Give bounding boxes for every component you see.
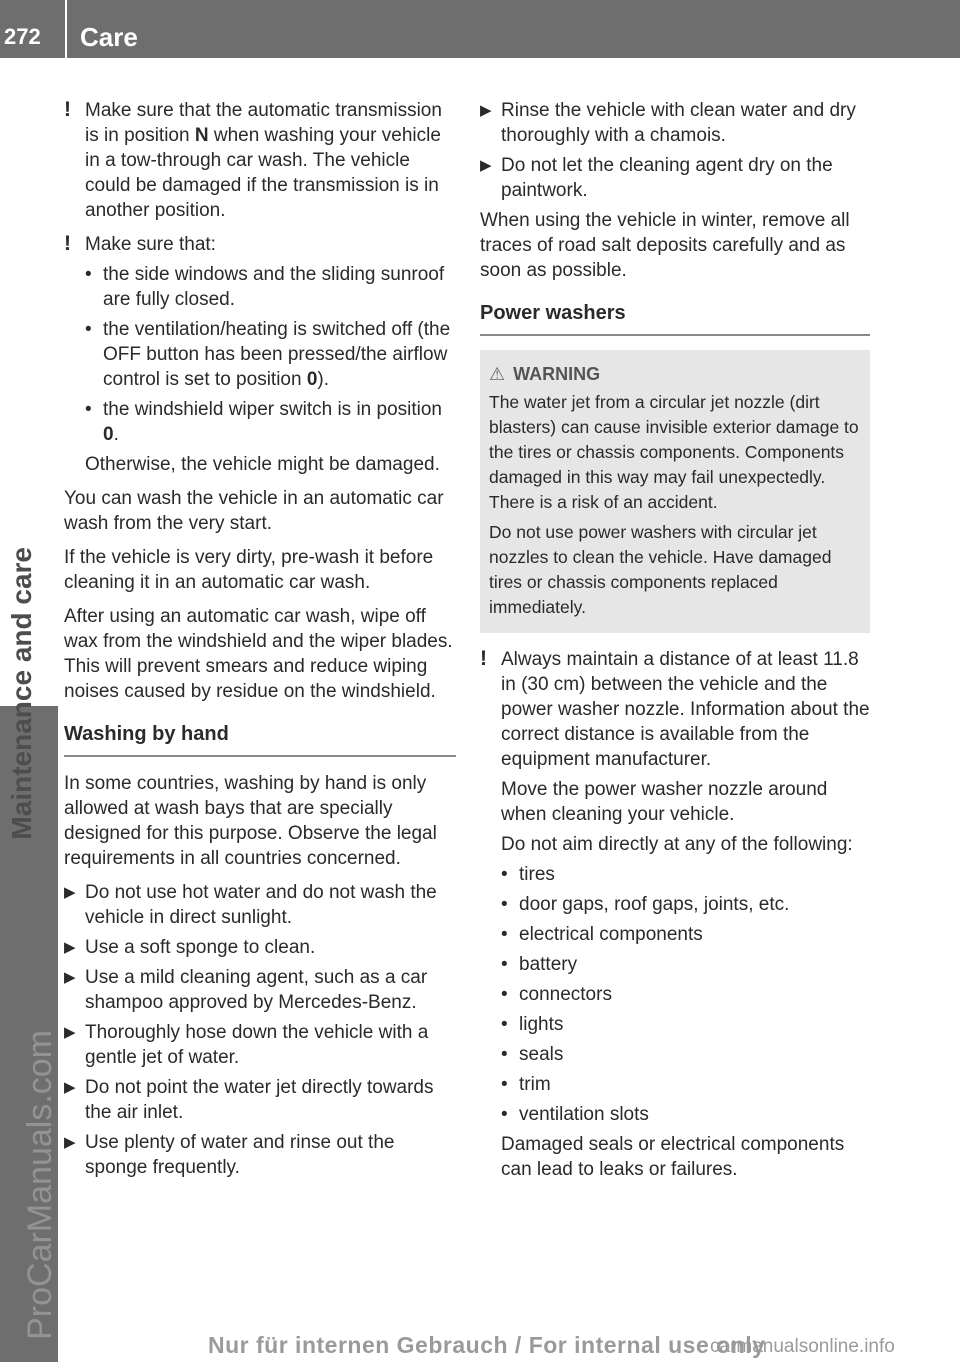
list-item: • connectors — [501, 984, 612, 1005]
list-item: • the windshield wiper switch is in position 0. — [85, 399, 442, 445]
warning-text: Do not use power washers with circular jet nozzles to clean the vehicle. Have damaged tires or chassis components replaced immediately. — [489, 522, 832, 617]
list-item: • electrical components — [501, 924, 703, 945]
instruction-step: ▶ Use a mild cleaning agent, such as a car shampoo approved by Mercedes-Benz. — [64, 967, 428, 1013]
section-heading-power-washers: Power washers — [480, 301, 870, 336]
instruction-step: ▶ Thoroughly hose down the vehicle with a gentle jet of water. — [64, 1022, 429, 1068]
warning-text: The water jet from a circular jet nozzle (dirt blasters) can cause invisible exterior damage to the tires or chassis components. Components damaged in this way may fail unexpectedly. There is a risk of an accident. — [489, 392, 859, 512]
caution-icon: ! — [64, 232, 71, 255]
note-bullet-list — [85, 262, 456, 447]
list-item: • trim — [501, 1074, 551, 1095]
instruction-step: ▶ Do not use hot water and do not wash the vehicle in direct sunlight. — [64, 882, 437, 928]
instruction-step: ▶ Do not let the cleaning agent dry on the paintwork. — [480, 155, 833, 201]
header-divider — [65, 0, 67, 58]
list-item: • battery — [501, 954, 578, 975]
step-arrow-icon: ▶ — [480, 157, 492, 174]
note-bullet-list — [501, 862, 870, 1127]
list-item: • the ventilation/heating is switched off (the OFF button has been pressed/the airflow control is set to position 0). — [85, 319, 451, 390]
instruction-step: ▶ Rinse the vehicle with clean water and dry thoroughly with a chamois. — [480, 100, 856, 146]
step-arrow-icon: ▶ — [64, 884, 76, 901]
paragraph: If the vehicle is very dirty, pre-wash it before cleaning it in an automatic car wash. — [64, 547, 434, 593]
footer-source-watermark: carmanualsonline.info — [710, 1336, 895, 1357]
step-arrow-icon: ▶ — [64, 1024, 76, 1041]
list-item: • lights — [501, 1014, 564, 1035]
list-item: • ventilation slots — [501, 1104, 649, 1125]
note-outro: Otherwise, the vehicle might be damaged. — [85, 454, 440, 475]
footer-internal-use: Nur für internen Gebrauch / For internal use only — [208, 1332, 766, 1358]
page-header — [0, 0, 960, 58]
step-arrow-icon: ▶ — [64, 1079, 76, 1096]
note-text: Always maintain a distance of at least 11.8 in (30 cm) between the vehicle and the power washer nozzle. Information about the correct distance is available from the equipment manufacturer. — [501, 649, 870, 770]
list-item: • seals — [501, 1044, 564, 1065]
note-text: Do not aim directly at any of the following: — [501, 834, 853, 855]
caution-note-transmission — [64, 98, 456, 223]
list-item: • tires — [501, 864, 555, 885]
step-arrow-icon: ▶ — [64, 1134, 76, 1151]
page-title: Care — [80, 22, 138, 52]
instruction-step: ▶ Use plenty of water and rinse out the sponge frequently. — [64, 1132, 395, 1178]
paragraph: You can wash the vehicle in an automatic car wash from the very start. — [64, 488, 444, 534]
step-arrow-icon: ▶ — [64, 969, 76, 986]
note-intro: Make sure that: — [85, 234, 216, 255]
list-item: • door gaps, roof gaps, joints, etc. — [501, 894, 790, 915]
watermark: ProCarManuals.com — [20, 1030, 59, 1340]
list-item: • the side windows and the sliding sunroof are fully closed. — [85, 264, 445, 310]
paragraph: When using the vehicle in winter, remove all traces of road salt deposits carefully and as soon as possible. — [480, 210, 850, 281]
caution-icon: ! — [64, 98, 71, 121]
caution-note-power-washer — [480, 647, 870, 1182]
paragraph: After using an automatic car wash, wipe off wax from the windshield and the wiper blades. This will prevent smears and reduce wiping noises caused by residue on the windshield. — [64, 606, 453, 702]
note-text: Damaged seals or electrical components can lead to leaks or failures. — [501, 1134, 845, 1180]
caution-icon: ! — [480, 647, 487, 670]
instruction-step: ▶ Do not point the water jet directly towards the air inlet. — [64, 1077, 434, 1123]
section-heading-washing-by-hand: Washing by hand — [64, 722, 456, 757]
step-arrow-icon: ▶ — [64, 939, 76, 956]
chapter-side-label: Maintenance and care — [6, 547, 37, 840]
paragraph: In some countries, washing by hand is only allowed at wash bays that are specially designed for this purpose. Observe the legal requirements in all countries concerned. — [64, 773, 437, 869]
right-column — [480, 98, 870, 1191]
page-number: 272 — [4, 24, 41, 49]
instruction-step: ▶ Use a soft sponge to clean. — [64, 937, 316, 958]
step-arrow-icon: ▶ — [480, 102, 492, 119]
note-text: Move the power washer nozzle around when cleaning your vehicle. — [501, 779, 828, 825]
note-text: Make sure that the automatic transmission is in position N when washing your vehicle in a tow-through car wash. The vehicle could be damaged if the transmission is in another position. — [85, 100, 442, 221]
warning-header: ⚠ WARNING — [489, 362, 861, 387]
left-column — [64, 98, 456, 1185]
warning-triangle-icon: ⚠ — [489, 364, 506, 384]
warning-box — [480, 350, 870, 633]
caution-note-car-wash — [64, 232, 456, 477]
